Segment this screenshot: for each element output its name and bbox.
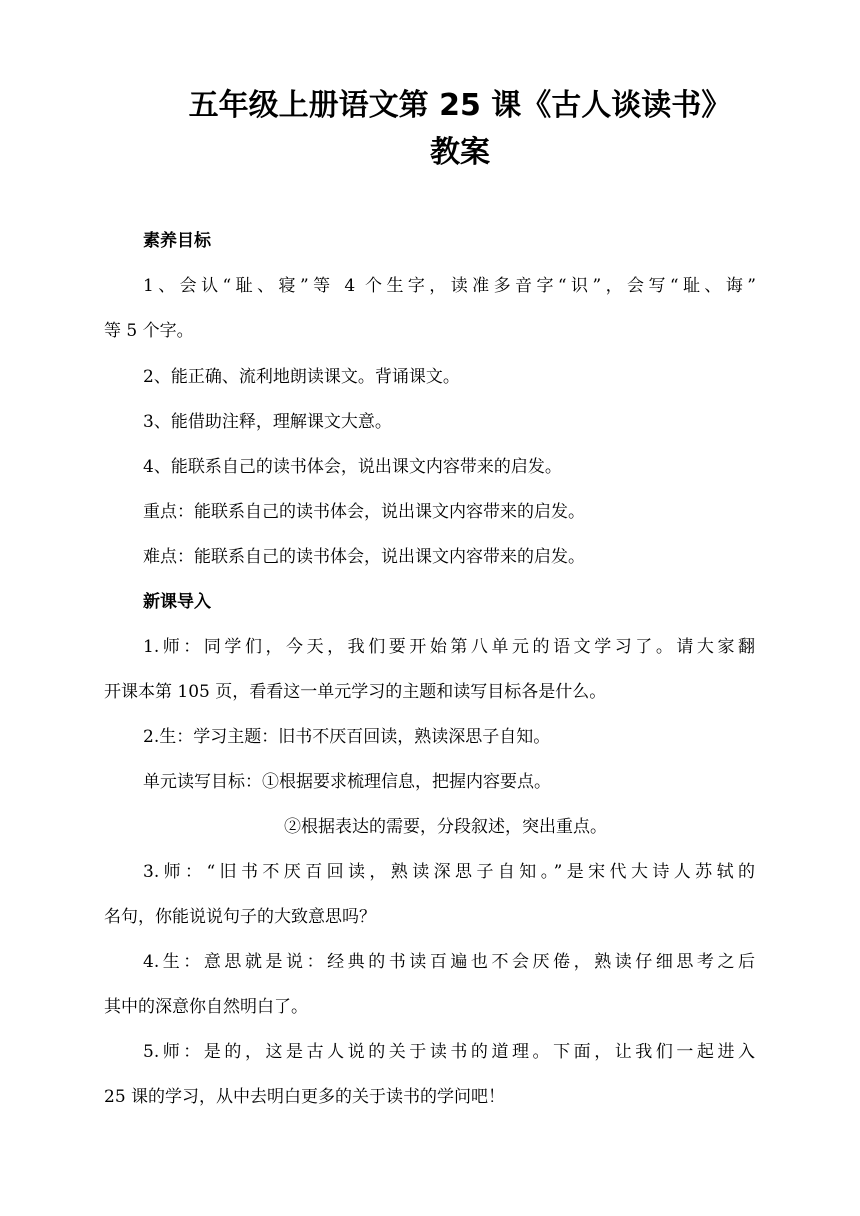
objective-item-1-line2: 等 5 个字。	[104, 321, 194, 341]
paragraph-4-line1: 4.生：意思就是说：经典的书读百遍也不会厌倦，熟读仔细思考之后	[143, 952, 755, 972]
difficulty-point: 难点：能联系自己的读书体会，说出课文内容带来的启发。	[143, 547, 585, 567]
paragraph-1-line2: 开课本第 105 页，看看这一单元学习的主题和读写目标各是什么。	[104, 682, 607, 702]
paragraph-1-line1: 1.师：同学们，今天，我们要开始第八单元的语文学习了。请大家翻	[143, 637, 755, 657]
objective-item-1-line1: 1、会认“耻、寝”等 4 个生字，读准多音字“识”，会写“耻、诲”	[143, 276, 756, 296]
paragraph-4-line2: 其中的深意你自然明白了。	[104, 997, 308, 1017]
document-title-line2: 教案	[430, 135, 490, 170]
key-point: 重点：能联系自己的读书体会，说出课文内容带来的启发。	[143, 502, 585, 522]
paragraph-5-line2: 25 课的学习，从中去明白更多的关于读书的学问吧！	[104, 1087, 506, 1107]
objective-item-4: 4、能联系自己的读书体会，说出课文内容带来的启发。	[143, 457, 562, 477]
paragraph-2: 2.生：学习主题：旧书不厌百回读，熟读深思子自知。	[143, 727, 551, 747]
document-title-line1: 五年级上册语文第 25 课《古人谈读书》	[188, 88, 732, 123]
reading-goal-2: ②根据表达的需要，分段叙述，突出重点。	[284, 817, 607, 837]
paragraph-3-line2: 名句，你能说说句子的大致意思吗？	[104, 907, 376, 927]
reading-goal-1: 单元读写目标：①根据要求梳理信息，把握内容要点。	[143, 772, 551, 792]
objective-item-3: 3、能借助注释，理解课文大意。	[143, 412, 392, 432]
objective-item-2: 2、能正确、流利地朗读课文。背诵课文。	[143, 367, 460, 387]
section-heading-objectives: 素养目标	[143, 231, 211, 251]
section-heading-introduction: 新课导入	[143, 592, 211, 612]
paragraph-3-line1: 3.师：“旧书不厌百回读，熟读深思子自知。”是宋代大诗人苏轼的	[143, 862, 755, 882]
paragraph-5-line1: 5.师：是的，这是古人说的关于读书的道理。下面，让我们一起进入	[143, 1042, 755, 1062]
